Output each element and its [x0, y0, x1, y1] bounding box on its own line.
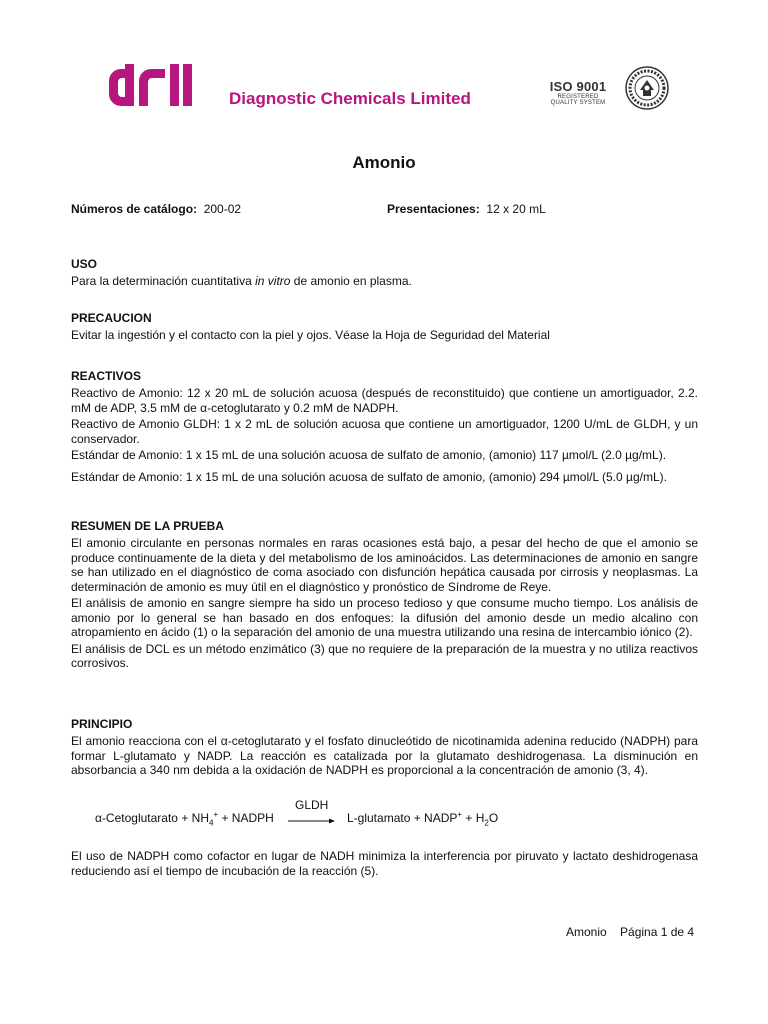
presentations-value: 12 x 20 mL: [486, 202, 546, 216]
h2o-subscript: 2: [484, 818, 489, 828]
resumen-paragraph: El amonio circulante en personas normales en raras ocasiones está bajo, a pesar del hecho de que el amonio se produce continuamente de la dieta y del metabolismo de los aminoácidos. Las determinaciones de amonio en sangre se han utilizado en el diagnóstico de coma asociado con disfunción hepática causada por cirrosis y neoplasmas. La determinación de amonio es muy útil en el diagnóstico y pronóstico de Síndrome de Reye.: [71, 536, 698, 594]
footer-page-number: Página 1 de 4: [620, 925, 695, 939]
uso-text: [71, 274, 698, 289]
section-heading-uso: USO: [71, 257, 98, 271]
reaction-products: [347, 811, 498, 826]
presentations-label: Presentaciones:: [387, 202, 480, 216]
section-heading-principio: PRINCIPIO: [71, 717, 133, 731]
resumen-paragraph: El análisis de DCL es un método enzimático (3) que no requiere de la preparación de la muestra y no utiliza reactivos corrosivos.: [71, 641, 698, 670]
footer-doc-name: Amonio: [566, 925, 607, 939]
certification-seal-icon: [625, 66, 669, 110]
uso-text-before: Para la determinación cuantitativa: [71, 274, 256, 288]
reactivo-item: Reactivo de Amonio GLDH: 1 x 2 mL de solución acuosa que contiene un amortiguador, 1200 U/mL de GLDH, y un conservador.: [71, 417, 698, 446]
iso-subtitle-2: QUALITY SYSTEM: [550, 100, 606, 106]
section-heading-reactivos: REACTIVOS: [71, 369, 142, 383]
reaction-equation: [95, 798, 565, 830]
section-heading-resumen: RESUMEN DE LA PRUEBA: [71, 519, 224, 533]
catalog-value: 200-02: [203, 202, 242, 216]
section-uso: [71, 257, 698, 291]
section-reactivos: [71, 369, 698, 486]
section-resumen: [71, 519, 698, 673]
company-name: Diagnostic Chemicals Limited: [229, 89, 471, 108]
reaction-arrow-icon: [288, 817, 336, 825]
section-principio-closing: [71, 849, 698, 880]
nh4-superscript: +: [213, 810, 219, 819]
precaucion-text: Evitar la ingestión y el contacto con la piel y ojos. Véase la Hoja de Seguridad del Material: [71, 328, 550, 342]
catalog-label: Números de catálogo:: [71, 202, 198, 216]
nh4-subscript: 4: [209, 818, 214, 828]
page-footer: [566, 925, 694, 940]
nadp-superscript: +: [457, 810, 463, 819]
reaction-reactants: [95, 811, 274, 826]
product-text-2: + H: [462, 811, 485, 825]
uso-text-after: de amonio en plasma.: [290, 274, 412, 288]
principio-paragraph: El amonio reacciona con el α-cetoglutarato y el fosfato dinucleótido de nicotinamida adenina reducido (NADPH) para formar L-glutamato y NADP. La reacción es catalizada por la glutamato deshidrogenasa. La disminución en absorbancia a 340 nm debida a la oxidación de NADPH es proporcional a la concentración de amonio (3, 4).: [71, 734, 698, 777]
presentations: [387, 202, 546, 217]
principio-closing: El uso de NADPH como cofactor en lugar de NADH minimiza la interferencia por piruvato y lactato deshidrogenasa reduciendo así el tiempo de incubación de la reacción (5).: [71, 849, 698, 878]
drl-logo: [109, 64, 205, 106]
reaction-enzyme: GLDH: [295, 798, 329, 812]
iso-subtitle: REGISTERED: [557, 94, 599, 100]
product-text-3: O: [488, 811, 499, 825]
section-heading-precaucion: PRECAUCION: [71, 311, 152, 325]
document-title: Amonio: [352, 153, 416, 172]
iso-title: ISO 9001: [549, 79, 607, 94]
reactant-text-2: + NADPH: [218, 811, 274, 825]
reactivo-item: Reactivo de Amonio: 12 x 20 mL de solución acuosa (después de reconstituido) que contiene un amortiguador, 2.2. mM de ADP, 3.5 mM de α-cetoglutarato y 0.2 mM de NADPH.: [71, 386, 698, 415]
catalog-number: [71, 202, 241, 217]
uso-text-italic: in vitro: [255, 274, 291, 288]
section-principio: [71, 717, 698, 780]
resumen-paragraph: El análisis de amonio en sangre siempre ha sido un proceso tedioso y que consume mucho tiempo. Los análisis de amonio por lo general se han basado en dos enfoques: la difusión del amonio desde un medio alcalino con atropamiento en ácido (1) o la separación del amonio de una muestra utilizando una resina de intercambio iónico (2).: [71, 596, 698, 639]
reactivo-item: Estándar de Amonio: 1 x 15 mL de una solución acuosa de sulfato de amonio, (amonio) 117 µmol/L (2.0 µg/mL).: [71, 448, 667, 462]
iso-certification-badge: [546, 80, 610, 106]
product-text: L-glutamato + NADP: [347, 811, 458, 825]
reactivo-item: Estándar de Amonio: 1 x 15 mL de una solución acuosa de sulfato de amonio, (amonio) 294 µmol/L (5.0 µg/mL).: [71, 469, 667, 484]
section-precaucion: [71, 311, 698, 345]
reactant-text: α-Cetoglutarato + NH: [95, 811, 209, 825]
